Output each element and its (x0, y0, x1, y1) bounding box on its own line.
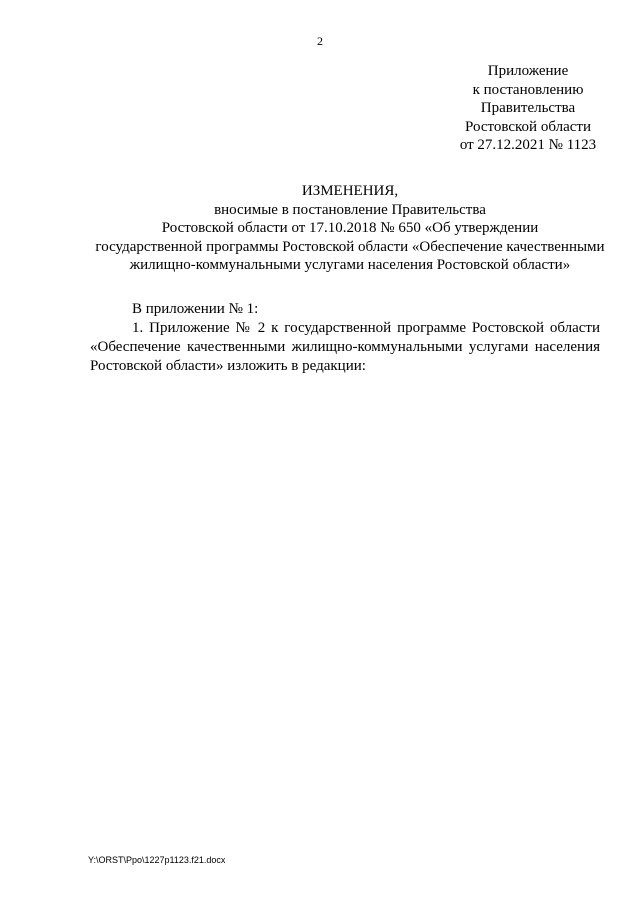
appendix-line: Правительства (480, 100, 576, 116)
body-text (90, 300, 600, 376)
item-1-paragraph: 1. Приложение № 2 к государственной программе Ростовской области «Обеспечение качественными жилищно-коммунальными услугами населения Ростовской области» изложить в редакции: (90, 320, 600, 374)
appendix-block (428, 62, 628, 155)
heading-subtitle-line: государственной программы Ростовской области «Обеспечение качественными (95, 238, 605, 255)
page-number: 2 (317, 34, 323, 48)
heading-subtitle-line: жилищно-коммунальными услугами населения Ростовской области» (129, 257, 571, 273)
appendix-line: к постановлению (472, 81, 584, 98)
intro-paragraph: В приложении № 1: (132, 301, 259, 317)
appendix-line: Ростовской области (465, 118, 591, 135)
document-heading (70, 182, 630, 275)
heading-subtitle-line: вносимые в постановление Правительства (214, 201, 486, 218)
heading-title: ИЗМЕНЕНИЯ, (301, 183, 399, 199)
heading-subtitle-line: Ростовской области от 17.10.2018 № 650 «Об утверждении (161, 220, 539, 236)
footer-file-path: Y:\ORST\Ppo\1227p1123.f21.docx (88, 855, 226, 865)
appendix-line: Приложение (487, 63, 569, 79)
appendix-line: от 27.12.2021 № 1123 (459, 137, 597, 153)
